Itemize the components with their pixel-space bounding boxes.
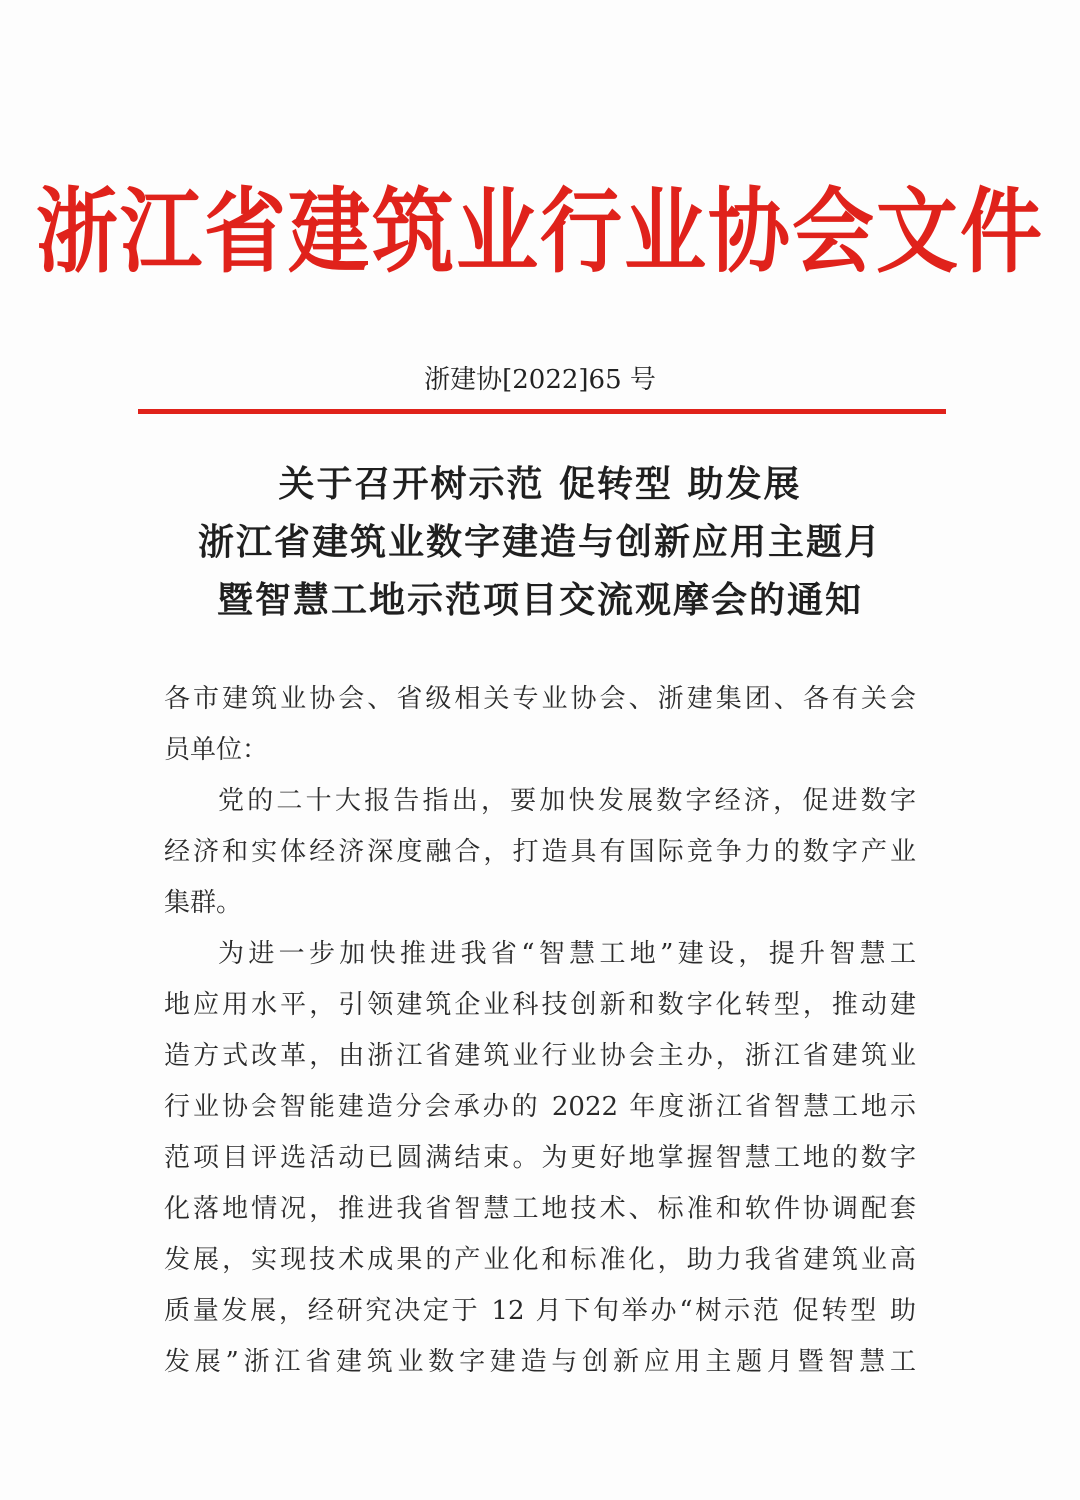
body-text [164,674,916,1388]
notice-title-line: 暨智慧工地示范项目交流观摩会的通知 [216,580,863,621]
paragraph-line: 党的二十大报告指出，要加快发展数字经济，促进数字 [218,786,916,816]
red-divider-rule [138,409,946,414]
paragraph-line: 化落地情况，推进我省智慧工地技术、标准和软件协调配套 [164,1194,916,1224]
document-number: 浙建协[2022]65 号 [424,365,656,395]
notice-title [0,456,1080,630]
salutation-line: 员单位： [164,735,269,765]
paragraph-line: 经济和实体经济深度融合，打造具有国际竞争力的数字产业 [164,837,916,867]
paragraph-line: 集群。 [164,888,243,918]
paragraph-line: 造方式改革，由浙江省建筑业行业协会主办，浙江省建筑业 [164,1041,916,1071]
paragraph-line: 地应用水平，引领建筑企业科技创新和数字化转型，推动建 [164,990,916,1020]
paragraph-line: 发展，实现技术成果的产业化和标准化，助力我省建筑业高 [164,1245,916,1275]
paragraph-line: 质量发展，经研究决定于 12 月下旬举办“树示范 促转型 助 [164,1296,916,1326]
paragraph-line: 发展”浙江省建筑业数字建造与创新应用主题月暨智慧工 [164,1347,916,1377]
paragraph-line: 行业协会智能建造分会承办的 2022 年度浙江省智慧工地示 [164,1092,916,1122]
notice-title-line: 浙江省建筑业数字建造与创新应用主题月 [197,522,882,563]
header-title: 浙江省建筑业行业协会文件 [35,178,1044,286]
paragraph-line: 为进一步加快推进我省“智慧工地”建设，提升智慧工 [218,939,916,969]
paragraph-line: 范项目评选活动已圆满结束。为更好地掌握智慧工地的数字 [164,1143,916,1173]
notice-title-line: 关于召开树示范 促转型 助发展 [278,464,802,505]
salutation-line: 各市建筑业协会、省级相关专业协会、浙建集团、各有关会 [164,684,916,714]
